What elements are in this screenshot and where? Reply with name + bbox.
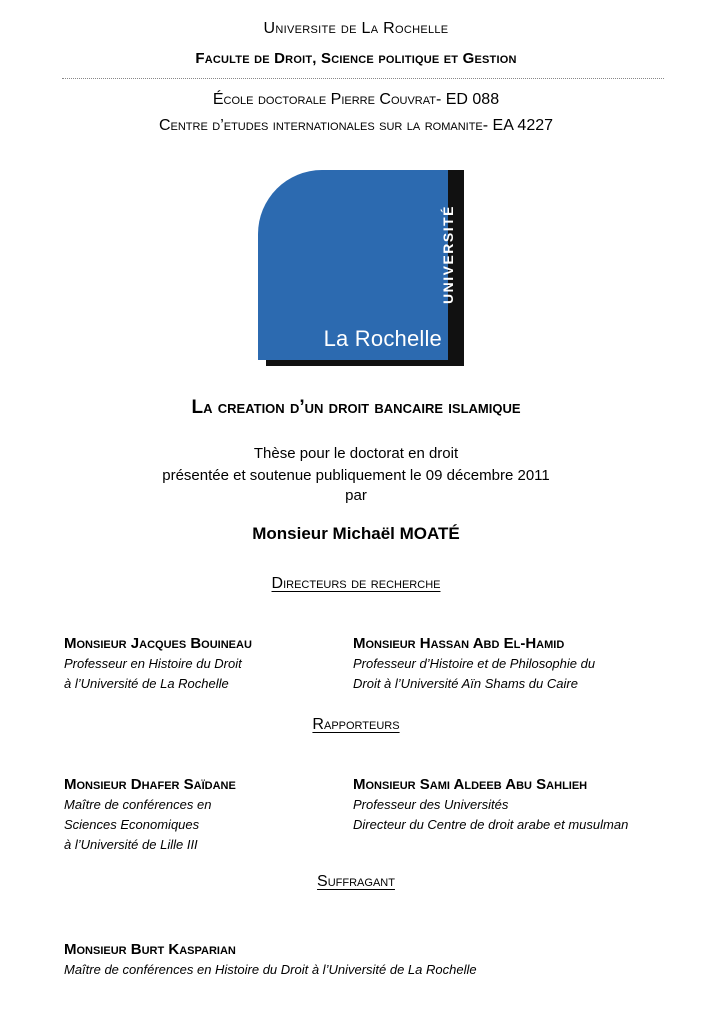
person-title-line: Professeur d’Histoire et de Philosophie du	[353, 656, 596, 671]
director-abd-el-hamid	[353, 634, 595, 694]
suffragant-kasparian	[64, 940, 477, 980]
directors-heading: Directeurs de recherche	[271, 575, 441, 592]
thesis-defense-line: présentée et soutenue publiquement le 09 décembre 2011	[162, 467, 550, 484]
dotted-divider	[62, 78, 664, 79]
person-title-line: Professeur des Universités	[353, 797, 509, 812]
person-title-line: Sciences Economiques	[64, 817, 200, 832]
person-title-line: à l’Université de Lille III	[64, 837, 198, 852]
research-centre: Centre d’etudes internationales sur la romanite- EA 4227	[158, 117, 554, 134]
thesis-title: La creation d’un droit bancaire islamique	[191, 397, 521, 418]
person-name: Monsieur Jacques Bouineau	[64, 635, 252, 652]
person-title-line: Maître de conférences en	[64, 797, 212, 812]
director-bouineau	[64, 634, 252, 694]
person-name: Monsieur Dhafer Saïdane	[64, 776, 236, 793]
person-title-line: Professeur en Histoire du Droit	[64, 656, 242, 671]
university-logo	[258, 170, 468, 366]
thesis-author: Monsieur Michaël MOATÉ	[252, 524, 460, 543]
faculty-name: Faculte de Droit, Science politique et Gestion	[195, 50, 517, 67]
rapporteur-saidane	[64, 775, 236, 855]
university-name: Universite de La Rochelle	[263, 20, 449, 37]
person-name: Monsieur Sami Aldeeb Abu Sahlieh	[353, 776, 588, 793]
thesis-par-line: par	[345, 487, 367, 504]
thesis-degree-line: Thèse pour le doctorat en droit	[253, 445, 459, 462]
person-title-line: Droit à l’Université Aïn Shams du Caire	[353, 676, 578, 691]
logo-city-name: La Rochelle	[323, 326, 442, 351]
doctoral-school: École doctorale Pierre Couvrat- ED 088	[212, 91, 500, 108]
logo-black-shadow	[266, 360, 464, 366]
rapporteurs-heading: Rapporteurs	[312, 716, 400, 733]
person-title-line: Maître de conférences en Histoire du Droit à l’Université de La Rochelle	[64, 962, 477, 977]
suffragant-heading: Suffragant	[317, 873, 395, 890]
person-title-line: Directeur du Centre de droit arabe et musulman	[353, 817, 629, 832]
person-name: Monsieur Burt Kasparian	[64, 941, 236, 958]
person-name: Monsieur Hassan Abd El-Hamid	[353, 635, 565, 652]
rapporteur-aldeeb	[353, 775, 628, 835]
person-title-line: à l’Université de La Rochelle	[64, 676, 229, 691]
logo-vertical-text: UNIVERSITÉ	[440, 204, 456, 304]
